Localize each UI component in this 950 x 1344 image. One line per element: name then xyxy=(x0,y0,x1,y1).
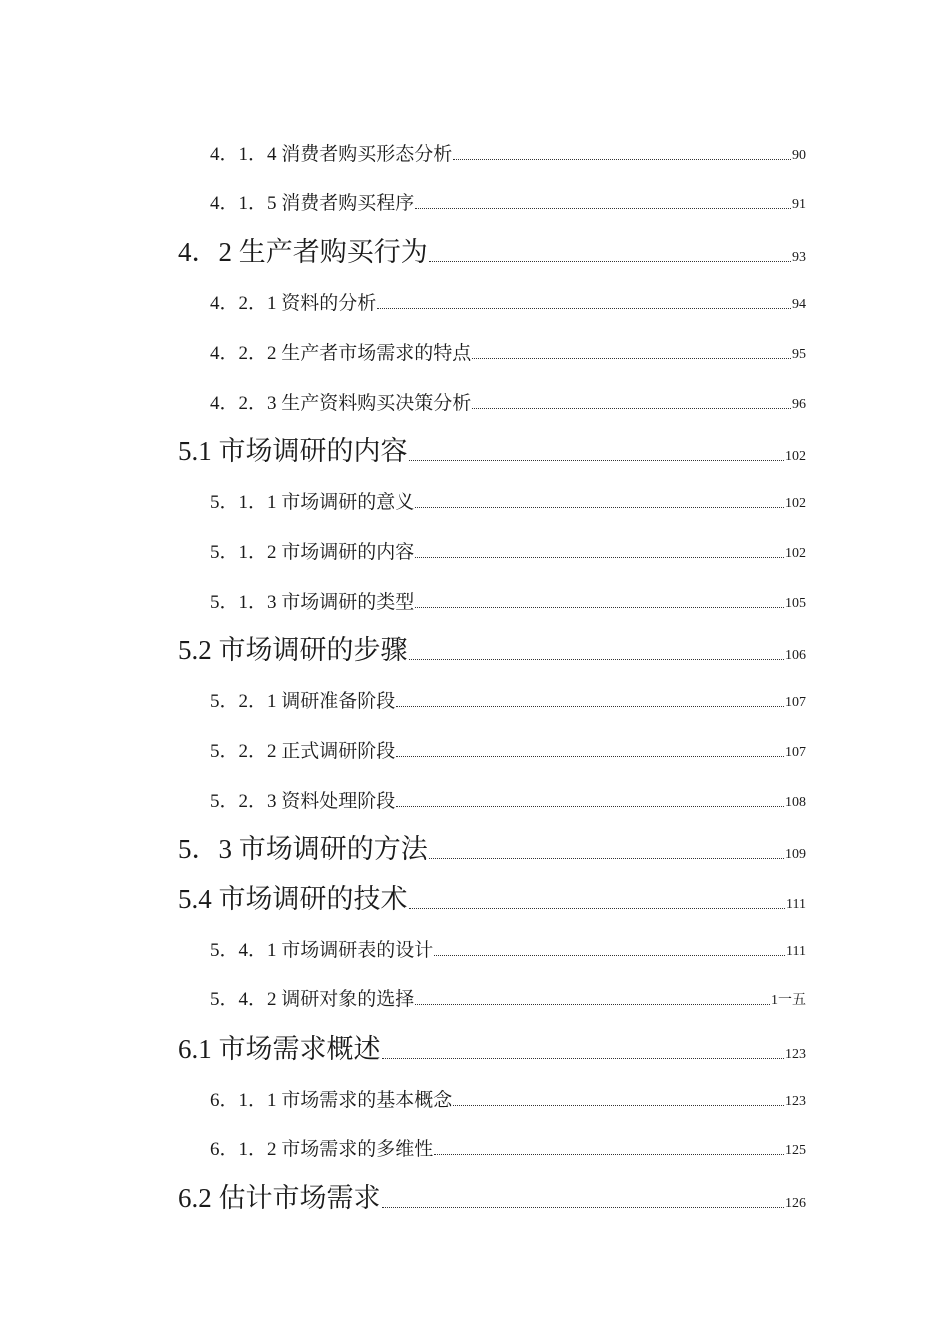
dot-leader xyxy=(453,159,791,160)
toc-entry-title: 5．4．1 市场调研表的设计 xyxy=(210,940,434,961)
toc-page-number: 111 xyxy=(786,944,806,959)
toc-entry-title: 4．2．2 生产者市场需求的特点 xyxy=(210,343,472,364)
toc-page-number: 109 xyxy=(785,847,806,862)
toc-page-number: 93 xyxy=(792,250,806,265)
toc-entry-5-2-3[interactable] xyxy=(210,785,806,811)
toc-entry-title: 6.1 市场需求概述 xyxy=(178,1034,381,1064)
dot-leader xyxy=(415,208,791,209)
toc-page-number: 95 xyxy=(792,347,806,362)
toc-entry-6-1[interactable] xyxy=(178,1027,806,1063)
toc-entry-4-1-5[interactable] xyxy=(210,187,806,213)
toc-entry-title: 5．1．1 市场调研的意义 xyxy=(210,492,415,513)
toc-entry-5-1-1[interactable] xyxy=(210,486,806,512)
dot-leader xyxy=(434,1154,784,1155)
dot-leader xyxy=(396,706,784,707)
dot-leader xyxy=(415,1004,770,1005)
dot-leader xyxy=(434,955,785,956)
dot-leader xyxy=(429,261,791,262)
toc-page-number: 125 xyxy=(785,1143,806,1158)
dot-leader xyxy=(396,806,784,807)
dot-leader xyxy=(472,358,791,359)
dot-leader xyxy=(382,1058,785,1059)
dot-leader xyxy=(396,756,784,757)
toc-entry-5-2-1[interactable] xyxy=(210,685,806,711)
toc-entry-title: 6.2 估计市场需求 xyxy=(178,1183,381,1213)
toc-entry-4-2-3[interactable] xyxy=(210,387,806,413)
dot-leader xyxy=(415,507,784,508)
toc-entry-title: 6．1．2 市场需求的多维性 xyxy=(210,1139,434,1160)
toc-entry-5-3[interactable] xyxy=(178,827,806,863)
toc-page-number: 102 xyxy=(785,546,806,561)
dot-leader xyxy=(382,1207,785,1208)
toc-entry-4-2[interactable] xyxy=(178,230,806,266)
toc-entry-title: 4．1．5 消费者购买程序 xyxy=(210,193,415,214)
toc-entry-5-4-2[interactable] xyxy=(210,983,806,1009)
toc-entry-title: 5.2 市场调研的步骤 xyxy=(178,635,408,665)
toc-entry-title: 5．4．2 调研对象的选择 xyxy=(210,989,415,1010)
toc-page-number: 102 xyxy=(785,449,806,464)
toc-entry-5-1-2[interactable] xyxy=(210,536,806,562)
toc-page-number: 96 xyxy=(792,397,806,412)
toc-entry-title: 5．3 市场调研的方法 xyxy=(178,834,428,864)
dot-leader xyxy=(377,308,791,309)
dot-leader xyxy=(472,408,791,409)
toc-entry-6-1-2[interactable] xyxy=(210,1133,806,1159)
toc-entry-5-4[interactable] xyxy=(178,877,806,913)
dot-leader xyxy=(409,460,785,461)
toc-entry-6-1-1[interactable] xyxy=(210,1084,806,1110)
toc-page-number: 90 xyxy=(792,148,806,163)
toc-entry-title: 4．2．1 资料的分析 xyxy=(210,293,377,314)
dot-leader xyxy=(429,858,784,859)
toc-entry-5-1[interactable] xyxy=(178,429,806,465)
toc-entry-5-4-1[interactable] xyxy=(210,934,806,960)
toc-entry-title: 5．2．3 资料处理阶段 xyxy=(210,791,396,812)
toc-entry-title: 5．1．3 市场调研的类型 xyxy=(210,592,415,613)
toc-page-number: 107 xyxy=(785,695,806,710)
toc-entry-title: 4．2．3 生产资料购买决策分析 xyxy=(210,393,472,414)
dot-leader xyxy=(409,908,786,909)
toc-page-number: 94 xyxy=(792,297,806,312)
dot-leader xyxy=(415,557,784,558)
dot-leader xyxy=(409,659,785,660)
toc-entry-5-2[interactable] xyxy=(178,628,806,664)
toc-page-number: 1一五 xyxy=(771,993,806,1008)
toc-entry-4-2-1[interactable] xyxy=(210,287,806,313)
toc-entry-title: 5.4 市场调研的技术 xyxy=(178,884,408,914)
toc-page-number: 107 xyxy=(785,745,806,760)
toc-entry-title: 5．2．1 调研准备阶段 xyxy=(210,691,396,712)
toc-entry-title: 5．1．2 市场调研的内容 xyxy=(210,542,415,563)
toc-page-number: 123 xyxy=(785,1047,806,1062)
toc-page-number: 106 xyxy=(785,648,806,663)
toc-page-number: 91 xyxy=(792,197,806,212)
toc-page-number: 126 xyxy=(785,1196,806,1211)
toc-entry-title: 6．1．1 市场需求的基本概念 xyxy=(210,1090,453,1111)
toc-page-number: 102 xyxy=(785,496,806,511)
toc-entry-5-1-3[interactable] xyxy=(210,586,806,612)
toc-page-number: 123 xyxy=(785,1094,806,1109)
toc-entry-4-1-4[interactable] xyxy=(210,138,806,164)
toc-page-number: 105 xyxy=(785,596,806,611)
dot-leader xyxy=(453,1105,784,1106)
dot-leader xyxy=(415,607,784,608)
toc-entry-title: 4．2 生产者购买行为 xyxy=(178,237,428,267)
toc-entry-title: 4．1．4 消费者购买形态分析 xyxy=(210,144,453,165)
toc-entry-5-2-2[interactable] xyxy=(210,735,806,761)
toc-entry-title: 5.1 市场调研的内容 xyxy=(178,436,408,466)
toc-entry-6-2[interactable] xyxy=(178,1176,806,1212)
toc-page-number: 108 xyxy=(785,795,806,810)
toc-entry-title: 5．2．2 正式调研阶段 xyxy=(210,741,396,762)
toc-page-number: 111 xyxy=(786,897,806,912)
toc-entry-4-2-2[interactable] xyxy=(210,337,806,363)
